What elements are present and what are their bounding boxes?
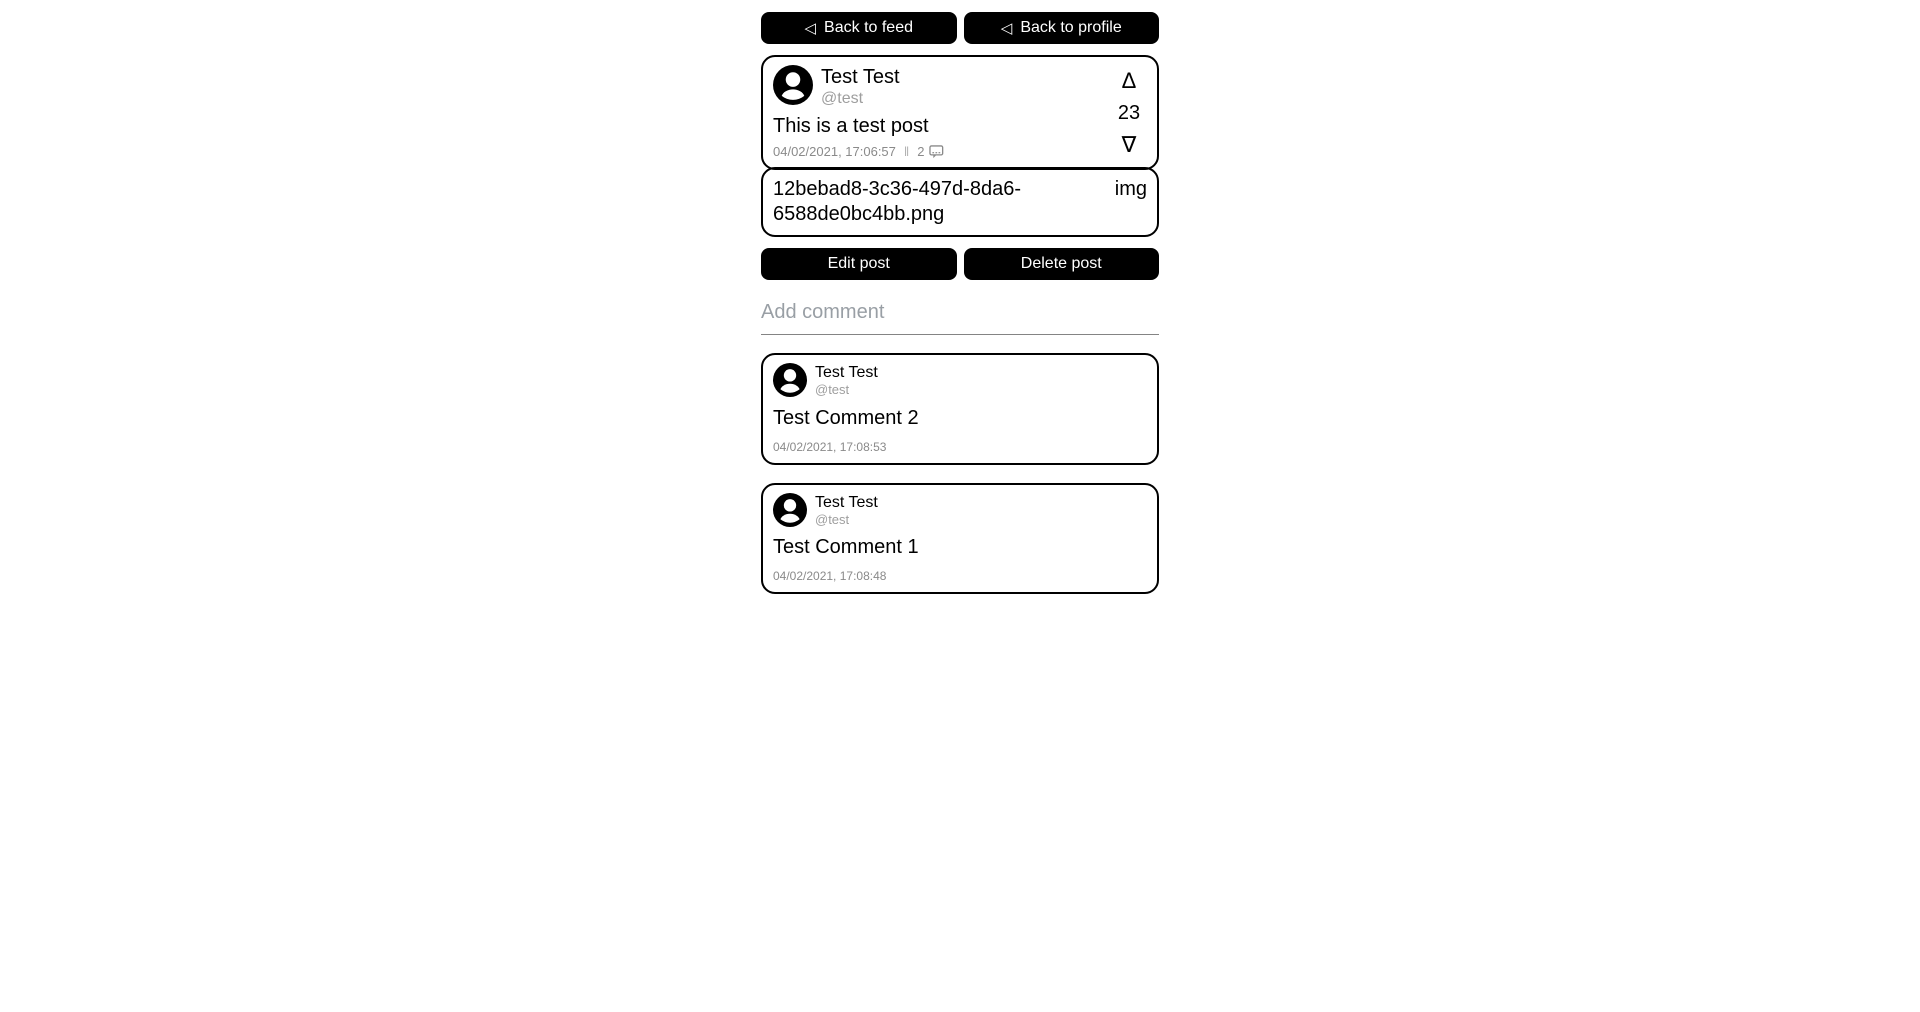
add-comment-field-wrap: [761, 299, 1159, 335]
comment-author-meta: [815, 363, 878, 399]
edit-post-button[interactable]: Edit post: [761, 248, 957, 280]
comment-text: Test Comment 2: [773, 406, 919, 429]
comment-card: [761, 353, 1159, 465]
account-circle-icon: [773, 65, 813, 105]
comment-author-handle: @test: [815, 512, 850, 527]
account-circle-icon: [773, 493, 807, 527]
back-to-feed-label: Back to feed: [824, 19, 913, 36]
comment-text: Test Comment 1: [773, 536, 919, 559]
comment-author-meta: [815, 493, 878, 529]
post-author-handle: @test: [821, 90, 864, 107]
attachment-card[interactable]: [761, 167, 1159, 237]
add-comment-input[interactable]: [761, 299, 1159, 335]
post-author-meta: [821, 65, 900, 108]
post-author-row: [773, 65, 1111, 108]
downvote-button[interactable]: ∇: [1121, 132, 1137, 158]
comment-count: [917, 144, 943, 159]
comment-author-row: [773, 493, 1147, 529]
comment-timestamp: 04/02/2021, 17:08:48: [773, 569, 887, 584]
back-arrow-icon: ◁: [1000, 19, 1013, 37]
comment-author-name: Test Test: [815, 493, 878, 511]
vote-score: 23: [1117, 102, 1141, 125]
comment-timestamp: 04/02/2021, 17:08:53: [773, 439, 887, 454]
back-to-feed-button[interactable]: [761, 12, 957, 44]
attachment-filename: 12bebad8-3c36-497d-8da6-6588de0bc4bb.png: [773, 178, 1021, 225]
comment-author-name: Test Test: [815, 363, 878, 381]
comment-bubble-icon: [929, 145, 944, 159]
back-to-profile-label: Back to profile: [1020, 19, 1122, 36]
delete-post-button[interactable]: Delete post: [964, 248, 1160, 280]
vote-column: [1111, 65, 1147, 159]
post-text: This is a test post: [773, 115, 929, 138]
content-column: [761, 0, 1159, 594]
comment-card: [761, 483, 1159, 595]
comment-author-row: [773, 363, 1147, 399]
comment-count-value: 2: [917, 144, 925, 160]
post-card: [761, 55, 1159, 170]
post-action-row: [761, 248, 1159, 280]
upvote-button[interactable]: Δ: [1121, 68, 1137, 93]
account-circle-icon: [773, 363, 807, 397]
post-main: [773, 65, 1111, 159]
post-author-name: Test Test: [821, 66, 900, 88]
post-timestamp: 04/02/2021, 17:06:57: [773, 144, 896, 160]
attachment-type-label: img: [1114, 178, 1147, 201]
back-arrow-icon: ◁: [804, 19, 817, 37]
meta-separator: ‖: [903, 144, 910, 160]
nav-button-row: [761, 12, 1159, 44]
back-to-profile-button[interactable]: [964, 12, 1160, 44]
post-meta-row: [773, 144, 1111, 159]
comment-author-handle: @test: [815, 382, 850, 398]
